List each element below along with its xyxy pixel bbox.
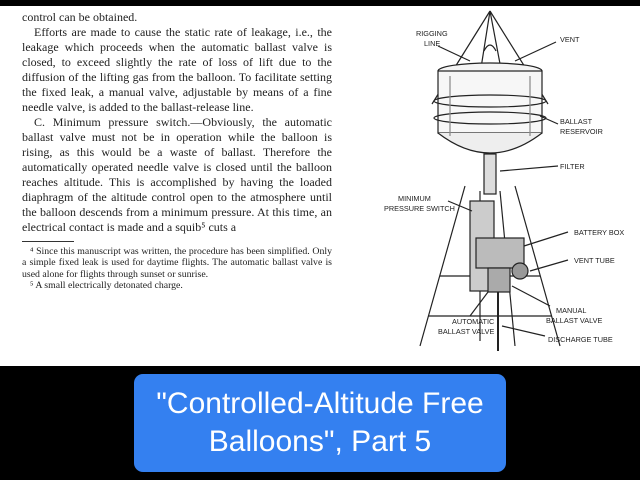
text-column: [22, 10, 332, 291]
balloon-ballast-apparatus-diagram: [380, 6, 640, 366]
label-minimum-pressure-switch: MINIMUM: [398, 194, 431, 203]
label-manual-ballast-valve: MANUAL: [556, 306, 587, 315]
label-rigging-line: LINE: [424, 39, 441, 48]
footnote: ⁵ A small electrically detonated charge.: [30, 279, 183, 291]
label-vent: VENT: [560, 35, 580, 44]
label-rigging-line: RIGGING: [416, 29, 448, 38]
label-manual-ballast-valve: BALLAST VALVE: [546, 316, 603, 325]
footnotes: [22, 246, 332, 291]
paragraph: control can be obtained.: [22, 10, 138, 24]
video-title-overlay: [134, 374, 506, 472]
title-line: "Controlled-Altitude Free: [156, 387, 484, 420]
label-automatic-ballast-valve: AUTOMATIC: [452, 317, 495, 326]
footnote-rule: [22, 241, 74, 242]
label-battery-box: BATTERY BOX: [574, 228, 625, 237]
label-ballast-reservoir: RESERVOIR: [560, 127, 603, 136]
paragraph: Efforts are made to cause the static rate of leakage, i.e., the leakage which proceeds when the automatic ballast valve is closed, to exceed slightly the rate of loss of lift due to the diffusion of the lifting gas from the balloon. To facilitate setting the fixed leak, a manual valve, adjustable by means of a fine needle valve, is added to the ballast-release line.: [22, 25, 332, 114]
label-automatic-ballast-valve: BALLAST VALVE: [438, 327, 495, 336]
title-line: Balloons", Part 5: [208, 425, 432, 458]
label-filter: FILTER: [560, 162, 585, 171]
paragraph: C. Minimum pressure switch.—Obviously, the automatic ballast valve must not be in operation while the balloon is rising, as this would be a waste of ballast. Therefore the automatically operated needle valve is closed until the balloon reaches altitude. This is accomplished by having the loaded diaphragm of the altitude control open to the atmosphere until the balloon descends from a minimum pressure. At this time, an electrical contact is made and a squib⁵ cuts a: [22, 115, 332, 234]
label-vent-tube: VENT TUBE: [574, 256, 615, 265]
label-minimum-pressure-switch: PRESSURE SWITCH: [384, 204, 455, 213]
label-ballast-reservoir: BALLAST: [560, 117, 593, 126]
label-discharge-tube: DISCHARGE TUBE: [548, 335, 613, 344]
document-page: [0, 6, 640, 366]
footnote: ⁴ Since this manuscript was written, the procedure has been simplified. Only a simple fixed leak is used for daytime flights. The automatic ballast valve is used alone for flights through sunset or sunrise.: [22, 246, 332, 280]
